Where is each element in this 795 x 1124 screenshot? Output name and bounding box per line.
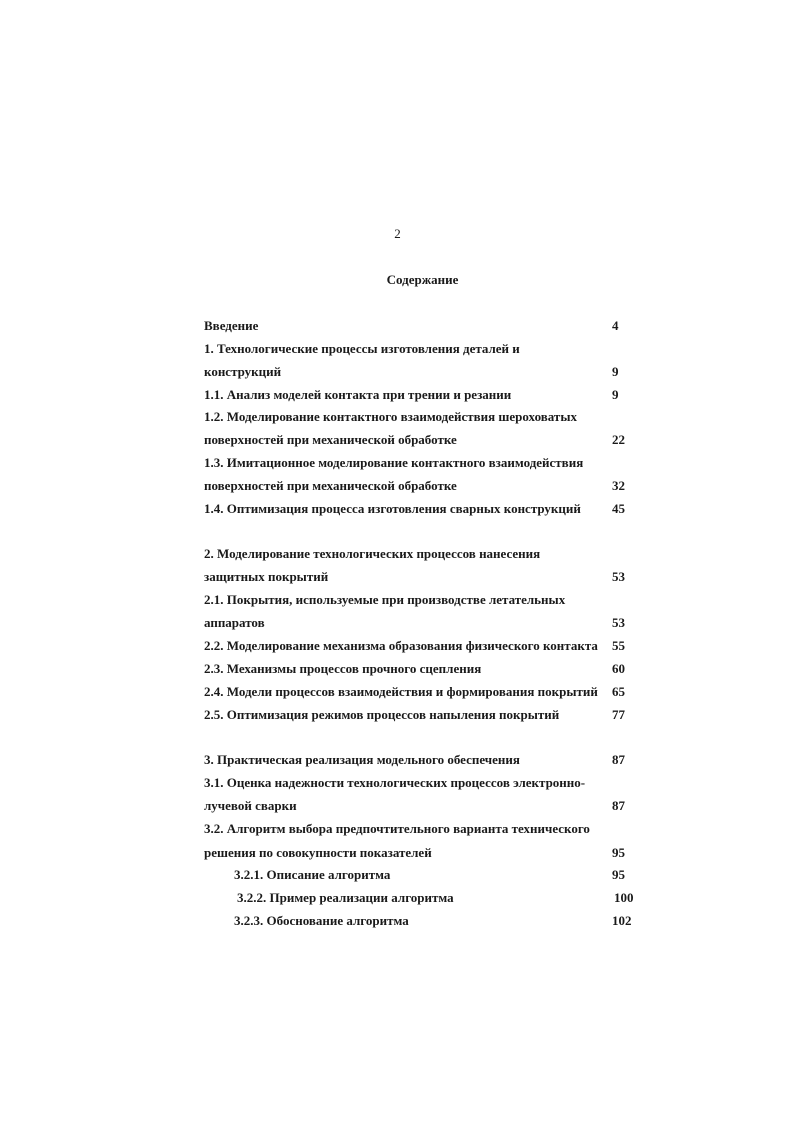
toc-entry-text: 2. Моделирование технологических процессов нанесения [204, 546, 541, 561]
toc-entry-text: 2.5. Оптимизация режимов процессов напыления покрытий [204, 707, 560, 722]
toc-entry-text: 2.4. Модели процессов взаимодействия и формирования покрытий [204, 684, 598, 699]
toc-entry-page: 95 [612, 867, 625, 882]
toc-entry-text: 2.2. Моделирование механизма образования физического контакта [204, 638, 598, 653]
toc-entry-page: 87 [612, 752, 625, 767]
toc-entry-text: поверхностей при механической обработке [204, 478, 457, 493]
toc-entry-page: 65 [612, 684, 625, 699]
toc-entry-page: 22 [612, 432, 625, 447]
toc-entry-page: 77 [612, 707, 625, 722]
toc-entry-text: 3.2.3. Обоснование алгоритма [234, 913, 409, 928]
toc-entry-text: 3.1. Оценка надежности технологических процессов электронно- [204, 775, 586, 790]
toc-entry-page: 32 [612, 478, 625, 493]
toc-entry-text: 3.2. Алгоритм выбора предпочтительного варианта технического [204, 821, 590, 836]
toc-title: Содержание [386, 272, 459, 287]
toc-entry-page: 9 [612, 364, 619, 379]
toc-entry-text: 3.2.2. Пример реализации алгоритма [237, 890, 454, 905]
toc-entry-text: 1.2. Моделирование контактного взаимодействия шероховатых [204, 409, 577, 424]
toc-entry-text: конструкций [204, 364, 282, 379]
toc-entry-page: 55 [612, 638, 625, 653]
page-number: 2 [394, 226, 401, 241]
toc-entry-page: 4 [612, 318, 619, 333]
toc-entry-text: поверхностей при механической обработке [204, 432, 457, 447]
toc-entry-text: 3.2.1. Описание алгоритма [234, 867, 391, 882]
toc-entry-page: 95 [612, 845, 625, 860]
toc-entry-text: решения по совокупности показателей [204, 845, 432, 860]
toc-entry-text: Введение [204, 318, 259, 333]
toc-entry-page: 102 [612, 913, 632, 928]
toc-entry-text: 1.4. Оптимизация процесса изготовления сварных конструкций [204, 501, 581, 516]
toc-entry-text: 1.3. Имитационное моделирование контактного взаимодействия [204, 455, 584, 470]
toc-entry-text: 1. Технологические процессы изготовления деталей и [204, 341, 520, 356]
toc-entry-text: 3. Практическая реализация модельного обеспечения [204, 752, 520, 767]
toc-entry-text: 1.1. Анализ моделей контакта при трении и резании [204, 387, 512, 402]
toc-entry-text: лучевой сварки [204, 798, 297, 813]
toc-entry-text: 2.1. Покрытия, используемые при производстве летательных [204, 592, 566, 607]
toc-entry-page: 87 [612, 798, 625, 813]
toc-entry-page: 45 [612, 501, 625, 516]
toc-entry-page: 100 [614, 890, 634, 905]
toc-entry-page: 60 [612, 661, 625, 676]
toc-entry-text: 2.3. Механизмы процессов прочного сцепления [204, 661, 482, 676]
toc-entry-page: 53 [612, 569, 625, 584]
toc-entry-text: защитных покрытий [204, 569, 329, 584]
toc-entry-page: 53 [612, 615, 625, 630]
toc-entry-page: 9 [612, 387, 619, 402]
toc-entry-text: аппаратов [204, 615, 265, 630]
